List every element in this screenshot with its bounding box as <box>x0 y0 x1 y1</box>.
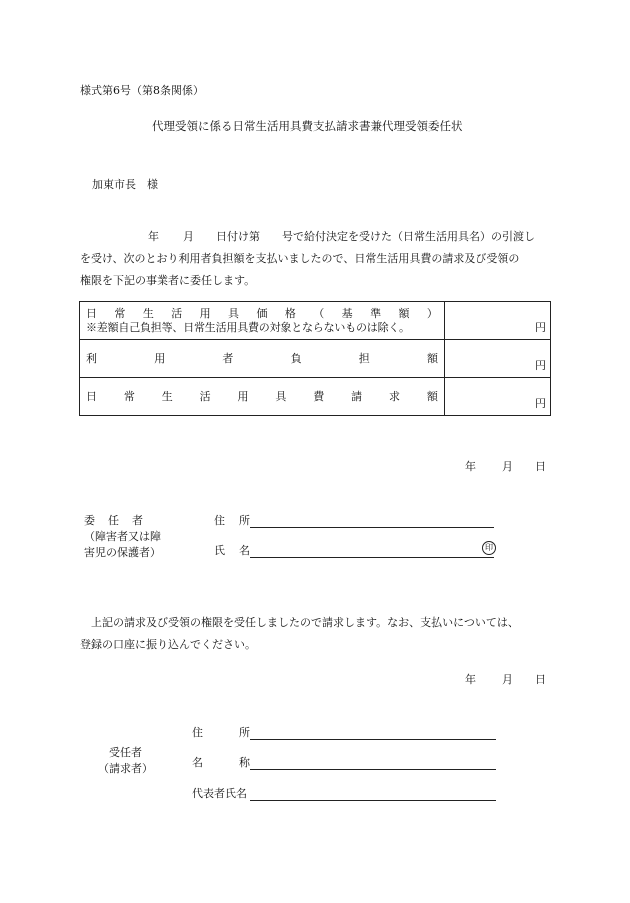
delegator-title: 委 任 者 <box>84 514 144 527</box>
label-char: 準 <box>370 306 382 320</box>
label-char: 常 <box>123 389 135 403</box>
label-char: （ <box>313 306 325 320</box>
label-char: 用 <box>154 351 166 365</box>
label-char: 常 <box>114 306 126 320</box>
label-char: 日 <box>86 306 97 320</box>
table-row <box>80 340 551 378</box>
delegator-name-label-2: 名 <box>239 544 250 557</box>
user-burden-value: 円 <box>445 340 551 378</box>
date1-month: 月 <box>502 460 513 473</box>
label-char: 生 <box>142 306 154 320</box>
addressee: 加東市長 様 <box>92 178 158 191</box>
table-row <box>80 378 551 416</box>
label-char: 額 <box>398 306 410 320</box>
delegatee-name-label-2: 称 <box>239 756 250 769</box>
label-char: 利 <box>86 351 97 365</box>
label-char: 求 <box>389 389 400 403</box>
delegator-address-line[interactable] <box>250 514 494 528</box>
standard-price-label <box>86 307 438 321</box>
intro-paragraph <box>80 226 550 292</box>
delegator-address-label-2: 所 <box>239 514 250 527</box>
date2-year: 年 <box>465 673 476 686</box>
intro-year: 年 <box>148 230 159 243</box>
label-char: 額 <box>426 351 438 365</box>
label-char: 費 <box>313 389 325 403</box>
label-char: 格 <box>284 306 296 320</box>
delegatee-address-label-2: 所 <box>239 726 250 739</box>
delegator-subtitle-2: 害児の保護者） <box>84 546 161 559</box>
date1-day: 日 <box>535 460 546 473</box>
label-char: 者 <box>222 351 234 365</box>
delegatee-name-line[interactable] <box>250 756 496 770</box>
delegator-subtitle-1: （障害者又は障 <box>84 530 161 543</box>
delegatee-address-label-1: 住 <box>192 726 203 739</box>
label-char: 価 <box>256 306 268 320</box>
label-char: 生 <box>161 389 173 403</box>
date-line-1 <box>465 458 546 474</box>
delegator-block <box>84 513 161 561</box>
delegatee-address-line[interactable] <box>250 726 496 740</box>
delegator-address-label-1: 住 <box>214 514 225 527</box>
delegatee-name-field[interactable] <box>192 754 496 770</box>
intro-line2: を受け、次のとおり利用者負担額を支払いましたので、日常生活用具費の請求及び受領の <box>80 252 520 265</box>
label-char: 担 <box>358 351 370 365</box>
date2-day: 日 <box>535 673 546 686</box>
label-char: 活 <box>171 306 183 320</box>
claim-amount-label <box>86 390 438 404</box>
amounts-table <box>79 301 551 416</box>
table-row <box>80 302 551 340</box>
label-char: 請 <box>351 389 363 403</box>
delegatee-subtitle: （請求者） <box>98 762 153 775</box>
delegatee-rep-field[interactable] <box>192 785 496 801</box>
delegatee-title: 受任者 <box>109 746 142 759</box>
label-char: ） <box>426 306 438 320</box>
delegatee-name-label-1: 名 <box>192 756 203 769</box>
request-line1: 上記の請求及び受領の権限を受任しましたので請求します。なお、支払いについては、 <box>91 616 519 629</box>
user-burden-label-cell <box>80 340 445 378</box>
standard-price-label-cell <box>80 302 445 340</box>
request-line2: 登録の口座に振り込んでください。 <box>80 638 256 651</box>
label-char: 日 <box>86 389 97 403</box>
intro-number-text: 号で給付決定を受けた（日常生活用具名）の引渡し <box>282 230 535 243</box>
delegator-name-field[interactable] <box>214 542 494 558</box>
label-char: 活 <box>199 389 211 403</box>
label-char: 用 <box>199 306 211 320</box>
seal-icon: 印 <box>482 541 496 555</box>
label-char: 負 <box>290 351 302 365</box>
label-char: 基 <box>341 306 353 320</box>
delegatee-rep-line[interactable] <box>250 787 496 801</box>
intro-month: 月 <box>183 230 194 243</box>
label-char: 具 <box>275 389 287 403</box>
intro-line3: 権限を下記の事業者に委任します。 <box>80 274 256 287</box>
claim-amount-label-cell <box>80 378 445 416</box>
date1-year: 年 <box>465 460 476 473</box>
form-number: 様式第6号（第8条関係） <box>80 84 204 97</box>
label-char: 用 <box>237 389 249 403</box>
delegatee-rep-label: 代表者氏名 <box>192 787 247 800</box>
delegatee-block <box>98 745 153 777</box>
claim-amount-value: 円 <box>445 378 551 416</box>
standard-price-note: ※差額自己負担等、日常生活用具費の対象とならないものは除く。 <box>86 320 410 334</box>
delegatee-address-field[interactable] <box>192 724 496 740</box>
delegator-name-label-1: 氏 <box>214 544 225 557</box>
delegator-name-line[interactable] <box>250 544 494 558</box>
label-char: 具 <box>228 306 240 320</box>
date2-month: 月 <box>502 673 513 686</box>
delegator-address-field[interactable] <box>214 512 494 528</box>
document-title: 代理受領に係る日常生活用具費支払請求書兼代理受領委任状 <box>152 119 463 133</box>
user-burden-label <box>86 352 438 366</box>
request-paragraph <box>80 612 550 656</box>
label-char: 額 <box>426 389 438 403</box>
standard-price-value: 円 <box>445 302 551 340</box>
date-line-2 <box>465 671 546 687</box>
intro-day-dated: 日付け第 <box>216 230 260 243</box>
